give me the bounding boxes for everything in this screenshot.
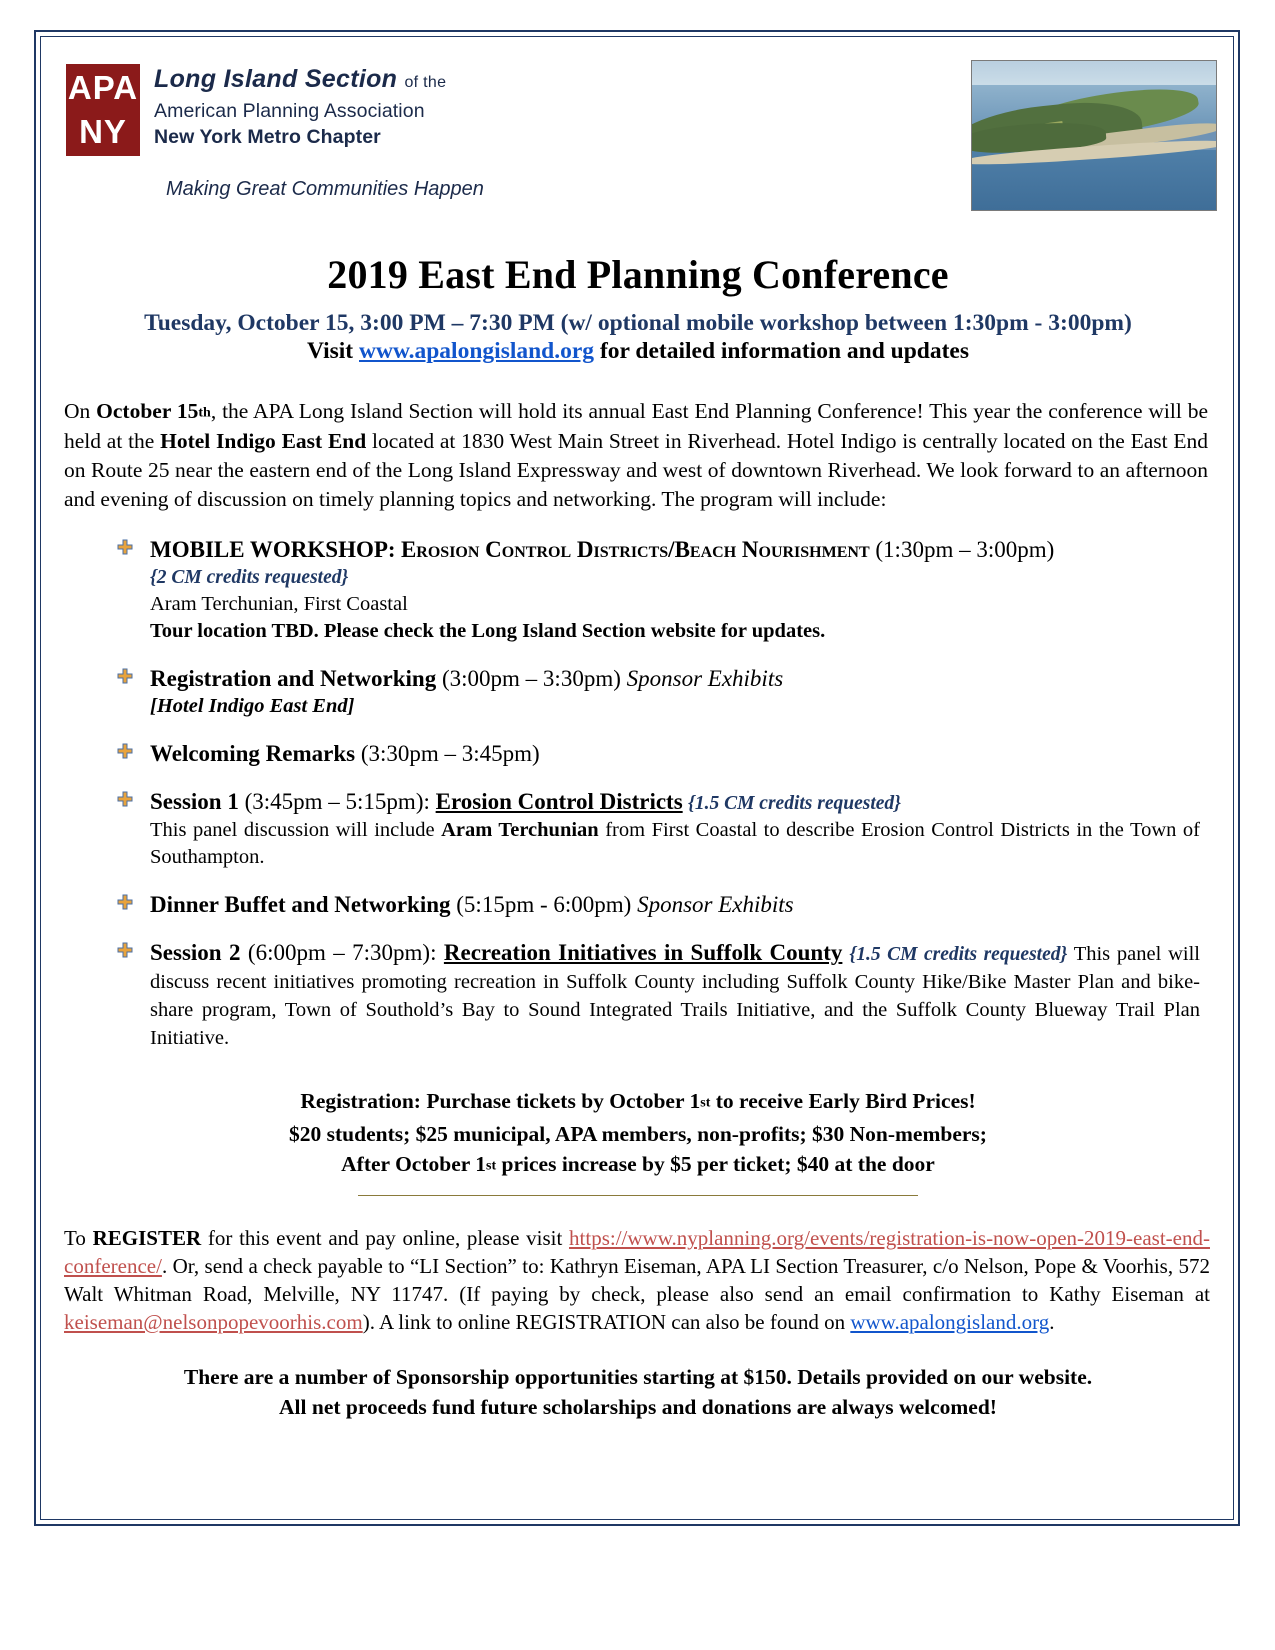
org-tagline: Making Great Communities Happen xyxy=(166,178,484,200)
rp-register-bold: REGISTER xyxy=(92,1225,202,1250)
registration-line-2: $20 students; $25 municipal, APA members, non-profits; $30 Non-members; xyxy=(289,1121,987,1146)
rp-a: To xyxy=(64,1225,93,1250)
intro-a: On xyxy=(64,399,97,423)
visit-prefix: Visit xyxy=(306,338,359,364)
sponsorship-closing-block xyxy=(58,1362,1218,1422)
agenda-head: MOBILE WORKSHOP: xyxy=(150,537,396,563)
org-section-name: Long Island Section xyxy=(154,65,398,93)
agenda-body-a: This panel discussion will include xyxy=(150,819,442,842)
title-block xyxy=(58,251,1218,365)
agenda-head: Registration and Networking xyxy=(150,666,437,692)
agenda-head: Session 2 xyxy=(150,940,241,966)
intro-b: , the APA Long Island Section will hold its annual East End Planning Conference! This year the conference will be held at the xyxy=(64,399,1208,454)
agenda-list xyxy=(58,536,1218,1052)
agenda-head-topic: Recreation Initiatives in Suffolk County xyxy=(443,940,843,966)
agenda-location: [Hotel Indigo East End] xyxy=(150,695,355,718)
apalongisland-link-2[interactable]: www.apalongisland.org xyxy=(850,1309,1050,1334)
agenda-head-line xyxy=(150,536,1200,564)
registration-line-3 xyxy=(58,1149,1218,1181)
intro-c: located at 1830 West Main Street in Riverhead. Hotel Indigo is centrally located on the East End on Route 25 near the eastern end of the Long Island Expressway and west of downtown Riverhead. We look forward to an afternoon and evening of discussion on timely planning topics and networking. The program will include: xyxy=(64,429,1208,512)
org-line-1 xyxy=(154,64,446,98)
agenda-item-session-2 xyxy=(150,939,1200,1052)
plus-bullet-icon xyxy=(116,791,134,809)
closing-line-1: There are a number of Sponsorship opportunities starting at $150. Details provided on our website. xyxy=(183,1364,1093,1389)
plus-bullet-icon xyxy=(116,539,134,557)
agenda-head-line xyxy=(150,665,1200,693)
agenda-head-italic: Sponsor Exhibits xyxy=(626,666,784,692)
document-header xyxy=(58,50,1218,215)
agenda-head-time: (3:00pm – 3:30pm) xyxy=(436,666,627,692)
agenda-note: Tour location TBD. Please check the Long Island Section website for updates. xyxy=(150,620,826,643)
org-line-3: New York Metro Chapter xyxy=(154,126,381,148)
rp-e: . xyxy=(1049,1309,1055,1334)
rp-d: ). A link to online REGISTRATION can also be found on xyxy=(362,1309,851,1334)
agenda-head-line xyxy=(150,740,1200,768)
agenda-item-session-1 xyxy=(150,788,1200,871)
agenda-head-line xyxy=(150,891,1200,919)
agenda-head-italic: Sponsor Exhibits xyxy=(637,892,794,918)
agenda-item-dinner-buffet xyxy=(150,891,1200,919)
intro-date: October 15 xyxy=(96,399,199,423)
logo-mark xyxy=(66,64,140,156)
intro-paragraph xyxy=(58,397,1218,514)
aerial-coastline-photo xyxy=(971,60,1217,211)
rp-b: for this event and pay online, please visit xyxy=(201,1225,570,1250)
agenda-head-time: (1:30pm – 3:00pm) xyxy=(869,537,1055,563)
agenda-head-time: (3:30pm – 3:45pm) xyxy=(355,741,540,767)
agenda-item-registration xyxy=(150,665,1200,720)
agenda-head: Dinner Buffet and Networking xyxy=(150,892,451,918)
page-title: 2019 East End Planning Conference xyxy=(327,252,949,297)
agenda-head-line xyxy=(150,788,1200,817)
logo-text-block xyxy=(154,64,446,150)
agenda-body-c: from First Coastal to describe Erosion Control Districts in the Town of Southampton. xyxy=(150,819,1200,869)
org-line-2: American Planning Association xyxy=(154,100,425,122)
agenda-item-welcoming-remarks xyxy=(150,740,1200,768)
event-website-line xyxy=(58,338,1218,365)
agenda-head: Session 1 xyxy=(150,789,239,815)
section-divider xyxy=(358,1195,918,1196)
agenda-head-time: (6:00pm – 7:30pm): xyxy=(240,940,444,966)
visit-suffix: for detailed information and updates xyxy=(594,338,970,364)
registration-url-link[interactable]: https://www.nyplanning.org/events/registration-is-now-open-2019-east-end-conference/ xyxy=(64,1225,1210,1278)
apalongisland-link[interactable]: www.apalongisland.org xyxy=(359,338,595,364)
reg-line1-a: Registration: Purchase tickets by October 1 xyxy=(300,1089,701,1114)
agenda-item-mobile-workshop xyxy=(150,536,1200,645)
treasurer-email-link[interactable]: keiseman@nelsonpopevoorhis.com xyxy=(64,1309,363,1334)
reg-line1-b: to receive Early Bird Prices! xyxy=(710,1089,976,1114)
agenda-head: Welcoming Remarks xyxy=(150,741,356,767)
agenda-credits: {1.5 CM credits requested} xyxy=(688,793,901,815)
reg-line1-sup: st xyxy=(700,1095,711,1111)
rp-c: . Or, send a check payable to “LI Section” to: Kathryn Eiseman, APA LI Section Treasurer, c/o Nelson, Pope & Voorhis, 572 Walt Whitman Road, Melville, NY 11747. (If paying by check, please also send an email confirmation to Kathy Eiseman at xyxy=(64,1253,1210,1306)
closing-line-2: All net proceeds fund future scholarships and donations are always welcomed! xyxy=(279,1394,997,1419)
plus-bullet-icon xyxy=(116,894,134,912)
plus-bullet-icon xyxy=(116,743,134,761)
agenda-credits: {2 CM credits requested} xyxy=(150,567,349,589)
apa-ny-logo xyxy=(66,64,446,156)
registration-line-1 xyxy=(58,1086,1218,1118)
reg-line3-b: prices increase by $5 per ticket; $40 at the door xyxy=(496,1151,935,1176)
plus-bullet-icon xyxy=(116,668,134,686)
reg-line3-a: After October 1 xyxy=(341,1151,487,1176)
agenda-credits: {1.5 CM credits requested} xyxy=(849,944,1068,966)
page-content xyxy=(58,50,1218,1422)
intro-date-suffix: th xyxy=(198,405,211,421)
event-datetime: Tuesday, October 15, 3:00 PM – 7:30 PM (w/ optional mobile workshop between 1:30pm - 3:00pm) xyxy=(144,310,1132,336)
agenda-head-topic: Erosion Control Districts xyxy=(435,789,683,815)
agenda-speaker: Aram Terchunian, First Coastal xyxy=(150,593,408,616)
agenda-head-time: (5:15pm - 6:00pm) xyxy=(450,892,638,918)
register-instructions-paragraph xyxy=(58,1224,1218,1336)
agenda-head-smallcaps: Erosion Control Districts/Beach Nourishment xyxy=(400,537,870,563)
agenda-head-time: (3:45pm – 5:15pm): xyxy=(238,789,436,815)
registration-prices-block xyxy=(58,1086,1218,1196)
logo-mark-line1: APA xyxy=(67,69,139,106)
agenda-body-c: This panel will discuss recent initiatives promoting recreation in Suffolk County including Suffolk County Hike/Bike Master Plan and bike-share program, Town of Southold’s Bay to Sound Integrated Trails Initiative, and the Suffolk County Blueway Trail Plan Initiative. xyxy=(150,943,1200,1050)
plus-bullet-icon xyxy=(116,942,134,960)
intro-venue: Hotel Indigo East End xyxy=(160,429,367,454)
agenda-body-speaker: Aram Terchunian xyxy=(441,819,599,842)
logo-mark-line2: NY xyxy=(79,113,127,150)
reg-line3-sup: st xyxy=(486,1157,497,1173)
agenda-head-line xyxy=(150,939,1200,1052)
org-of-the: of the xyxy=(404,74,447,91)
agenda-body xyxy=(150,817,1200,871)
